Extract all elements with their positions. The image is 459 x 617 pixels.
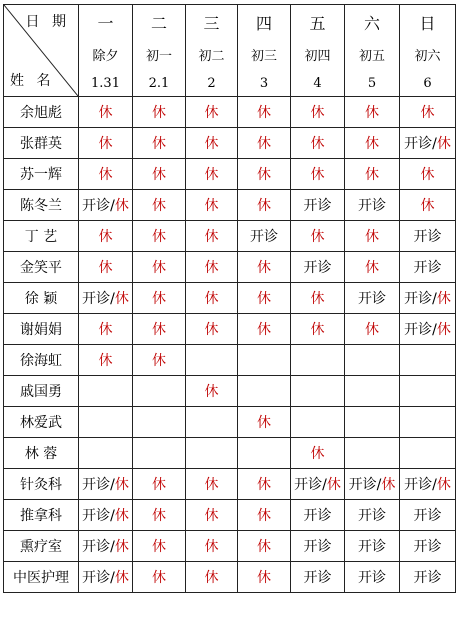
status-rest: 休 — [365, 136, 379, 152]
status-rest: 休 — [310, 446, 325, 462]
schedule-cell — [238, 376, 291, 407]
status-open: 开诊 — [404, 291, 433, 307]
status-open: 开诊 — [404, 322, 433, 338]
status-separator: / — [432, 322, 437, 338]
schedule-cell — [238, 159, 291, 190]
schedule-cell — [133, 221, 186, 252]
schedule-cell — [345, 221, 400, 252]
schedule-cell — [345, 562, 400, 593]
schedule-cell — [238, 345, 291, 376]
schedule-cell — [186, 376, 238, 407]
schedule-cell — [186, 407, 238, 438]
weekday-label: 四 — [255, 13, 272, 33]
status-separator: / — [432, 477, 437, 493]
staff-name-cell: 中医护理 — [4, 562, 79, 593]
name-header-label: 姓 名 — [10, 73, 55, 89]
status-open: 开诊 — [413, 570, 442, 586]
schedule-cell — [79, 376, 133, 407]
status-separator: / — [110, 291, 115, 307]
status-open: 开诊 — [358, 291, 386, 307]
status-rest: 休 — [204, 229, 219, 245]
schedule-cell — [79, 252, 133, 283]
schedule-cell — [238, 407, 291, 438]
schedule-cell — [186, 438, 238, 469]
status-open: 开诊 — [303, 260, 332, 276]
status-rest: 休 — [257, 136, 271, 152]
schedule-cell — [186, 500, 238, 531]
lunar-date-label: 初一 — [145, 49, 172, 64]
schedule-cell — [238, 500, 291, 531]
status-open: 开诊 — [358, 198, 386, 214]
schedule-cell — [133, 97, 186, 128]
schedule-cell — [291, 500, 345, 531]
status-open: 开诊 — [82, 508, 111, 524]
schedule-cell — [79, 159, 133, 190]
schedule-cell — [133, 190, 186, 221]
schedule-cell — [345, 314, 400, 345]
schedule-cell — [238, 128, 291, 159]
status-rest: 休 — [420, 167, 435, 183]
status-rest: 休 — [204, 384, 219, 400]
schedule-cell — [238, 438, 291, 469]
status-rest: 休 — [257, 415, 271, 431]
status-rest: 休 — [152, 570, 166, 586]
status-rest: 休 — [204, 508, 219, 524]
schedule-cell — [238, 562, 291, 593]
status-rest: 休 — [257, 105, 271, 121]
status-rest: 休 — [98, 105, 113, 121]
status-rest: 休 — [114, 291, 129, 307]
status-open: 开诊 — [82, 291, 111, 307]
corner-cell — [4, 5, 79, 97]
day-header-cell — [186, 5, 238, 97]
schedule-cell — [400, 407, 456, 438]
schedule-cell — [400, 190, 456, 221]
status-open: 开诊 — [250, 229, 278, 245]
schedule-cell — [79, 128, 133, 159]
table-row — [4, 190, 456, 221]
schedule-cell — [345, 376, 400, 407]
schedule-cell — [186, 562, 238, 593]
schedule-cell — [133, 469, 186, 500]
schedule-cell — [238, 221, 291, 252]
status-open: 开诊 — [358, 570, 386, 586]
schedule-cell — [186, 469, 238, 500]
table-row — [4, 221, 456, 252]
table-row — [4, 97, 456, 128]
schedule-cell — [400, 438, 456, 469]
table-row — [4, 283, 456, 314]
status-separator: / — [110, 508, 115, 524]
status-rest: 休 — [204, 570, 219, 586]
schedule-cell — [291, 345, 345, 376]
status-rest: 休 — [98, 229, 113, 245]
status-separator: / — [432, 291, 437, 307]
table-row — [4, 562, 456, 593]
header-row — [4, 5, 456, 97]
schedule-cell — [345, 159, 400, 190]
status-rest: 休 — [98, 322, 113, 338]
schedule-cell — [345, 128, 400, 159]
status-rest: 休 — [420, 198, 435, 214]
schedule-cell — [400, 97, 456, 128]
lunar-date-label: 除夕 — [92, 49, 119, 64]
schedule-cell — [186, 128, 238, 159]
status-separator: / — [322, 477, 327, 493]
schedule-cell — [133, 252, 186, 283]
schedule-cell — [345, 531, 400, 562]
status-open: 开诊 — [82, 198, 111, 214]
schedule-cell — [345, 407, 400, 438]
schedule-cell — [79, 407, 133, 438]
status-separator: / — [110, 198, 115, 214]
schedule-cell — [345, 283, 400, 314]
status-rest: 休 — [381, 477, 396, 493]
status-rest: 休 — [204, 291, 219, 307]
schedule-cell — [238, 314, 291, 345]
schedule-cell — [79, 438, 133, 469]
schedule-cell — [186, 531, 238, 562]
schedule-cell — [291, 438, 345, 469]
schedule-cell — [79, 562, 133, 593]
staff-name-cell: 徐 颖 — [4, 283, 79, 314]
schedule-cell — [133, 531, 186, 562]
schedule-cell — [238, 469, 291, 500]
staff-name-cell: 金笑平 — [4, 252, 79, 283]
schedule-cell — [238, 252, 291, 283]
schedule-cell — [291, 562, 345, 593]
schedule-cell — [186, 314, 238, 345]
status-rest: 休 — [257, 260, 271, 276]
schedule-cell — [345, 252, 400, 283]
schedule-cell — [291, 283, 345, 314]
status-rest: 休 — [436, 477, 451, 493]
table-row — [4, 314, 456, 345]
weekday-label: 六 — [363, 13, 380, 33]
weekday-label: 二 — [150, 13, 167, 33]
schedule-cell — [291, 221, 345, 252]
table-row — [4, 128, 456, 159]
staff-name-cell: 林爱武 — [4, 407, 79, 438]
schedule-cell — [133, 314, 186, 345]
schedule-cell — [345, 97, 400, 128]
schedule-cell — [345, 469, 400, 500]
schedule-cell — [238, 531, 291, 562]
schedule-cell — [79, 221, 133, 252]
status-rest: 休 — [310, 322, 325, 338]
status-rest: 休 — [152, 322, 166, 338]
status-rest: 休 — [257, 570, 271, 586]
date-number-label: 4 — [313, 75, 322, 91]
status-rest: 休 — [114, 477, 129, 493]
schedule-cell — [400, 345, 456, 376]
schedule-cell — [291, 128, 345, 159]
schedule-cell — [400, 376, 456, 407]
schedule-cell — [133, 500, 186, 531]
schedule-cell — [291, 531, 345, 562]
day-header-cell — [400, 5, 456, 97]
schedule-cell — [345, 190, 400, 221]
status-open: 开诊 — [358, 508, 386, 524]
weekday-label: 日 — [419, 13, 436, 33]
status-rest: 休 — [152, 477, 166, 493]
schedule-cell — [133, 438, 186, 469]
date-number-label: 6 — [423, 75, 432, 91]
schedule-cell — [79, 314, 133, 345]
status-rest: 休 — [114, 539, 129, 555]
schedule-cell — [133, 407, 186, 438]
schedule-cell — [79, 531, 133, 562]
status-rest: 休 — [152, 229, 166, 245]
status-rest: 休 — [365, 229, 379, 245]
lunar-date-label: 初四 — [304, 49, 331, 64]
status-rest: 休 — [310, 105, 325, 121]
schedule-cell — [291, 252, 345, 283]
day-header-cell — [345, 5, 400, 97]
status-rest: 休 — [152, 136, 166, 152]
status-open: 开诊 — [413, 229, 442, 245]
schedule-cell — [400, 531, 456, 562]
table-row — [4, 407, 456, 438]
status-open: 开诊 — [303, 539, 332, 555]
day-header-cell — [79, 5, 133, 97]
status-open: 开诊 — [294, 477, 323, 493]
status-rest: 休 — [310, 229, 325, 245]
schedule-cell — [79, 500, 133, 531]
schedule-cell — [291, 407, 345, 438]
staff-name-cell: 张群英 — [4, 128, 79, 159]
schedule-cell — [291, 97, 345, 128]
staff-name-cell: 推拿科 — [4, 500, 79, 531]
status-rest: 休 — [152, 291, 166, 307]
staff-name-cell: 余旭彪 — [4, 97, 79, 128]
date-number-label: 3 — [259, 75, 269, 91]
status-rest: 休 — [436, 291, 451, 307]
schedule-cell — [133, 283, 186, 314]
status-rest: 休 — [152, 508, 166, 524]
schedule-cell — [133, 159, 186, 190]
table-row — [4, 252, 456, 283]
schedule-cell — [79, 469, 133, 500]
table-row — [4, 159, 456, 190]
schedule-cell — [79, 190, 133, 221]
status-open: 开诊 — [413, 260, 442, 276]
schedule-cell — [133, 376, 186, 407]
status-rest: 休 — [310, 136, 325, 152]
staff-name-cell: 陈冬兰 — [4, 190, 79, 221]
schedule-cell — [79, 345, 133, 376]
status-rest: 休 — [257, 508, 271, 524]
schedule-cell — [291, 159, 345, 190]
status-open: 开诊 — [348, 477, 377, 493]
staff-name-cell: 针灸科 — [4, 469, 79, 500]
status-rest: 休 — [204, 260, 219, 276]
schedule-cell — [186, 159, 238, 190]
status-rest: 休 — [152, 105, 166, 121]
schedule-cell — [238, 190, 291, 221]
status-rest: 休 — [365, 322, 379, 338]
date-header-label: 日 期 — [25, 14, 70, 30]
schedule-cell — [133, 562, 186, 593]
status-rest: 休 — [114, 570, 129, 586]
status-rest: 休 — [152, 539, 166, 555]
status-open: 开诊 — [82, 570, 111, 586]
staff-name-cell: 戚国勇 — [4, 376, 79, 407]
status-rest: 休 — [365, 260, 379, 276]
schedule-cell — [186, 283, 238, 314]
table-row — [4, 376, 456, 407]
status-rest: 休 — [98, 353, 113, 369]
status-rest: 休 — [365, 167, 379, 183]
status-rest: 休 — [204, 136, 219, 152]
status-rest: 休 — [152, 167, 166, 183]
status-separator: / — [376, 477, 382, 493]
schedule-cell — [291, 469, 345, 500]
schedule-cell — [133, 345, 186, 376]
schedule-cell — [400, 159, 456, 190]
schedule-cell — [186, 97, 238, 128]
schedule-cell — [238, 97, 291, 128]
status-rest: 休 — [98, 167, 113, 183]
schedule-cell — [186, 345, 238, 376]
status-rest: 休 — [204, 105, 219, 121]
status-open: 开诊 — [82, 477, 111, 493]
weekday-label: 五 — [309, 13, 326, 33]
lunar-date-label: 初六 — [414, 49, 441, 64]
schedule-cell — [133, 128, 186, 159]
status-separator: / — [110, 539, 115, 555]
status-rest: 休 — [204, 477, 219, 493]
schedule-cell — [238, 283, 291, 314]
schedule-cell — [291, 314, 345, 345]
schedule-cell — [291, 376, 345, 407]
staff-name-cell: 林 蓉 — [4, 438, 79, 469]
day-header-cell — [238, 5, 291, 97]
date-number-label: 1.31 — [91, 75, 120, 91]
status-open: 开诊 — [303, 198, 332, 214]
status-rest: 休 — [98, 136, 113, 152]
status-open: 开诊 — [358, 539, 386, 555]
status-rest: 休 — [204, 322, 219, 338]
status-rest: 休 — [152, 260, 166, 276]
schedule-cell — [400, 283, 456, 314]
status-rest: 休 — [257, 167, 271, 183]
weekday-label: 三 — [203, 13, 220, 33]
status-open: 开诊 — [413, 508, 442, 524]
status-rest: 休 — [98, 260, 113, 276]
lunar-date-label: 初五 — [358, 49, 385, 64]
status-rest: 休 — [310, 167, 325, 183]
schedule-cell — [186, 190, 238, 221]
status-open: 开诊 — [413, 539, 442, 555]
staff-name-cell: 谢娟娟 — [4, 314, 79, 345]
status-open: 开诊 — [303, 570, 332, 586]
status-rest: 休 — [152, 198, 166, 214]
status-rest: 休 — [204, 198, 219, 214]
schedule-cell — [186, 221, 238, 252]
schedule-cell — [79, 97, 133, 128]
status-open: 开诊 — [82, 539, 111, 555]
status-rest: 休 — [365, 105, 379, 121]
staff-name-cell: 苏一辉 — [4, 159, 79, 190]
schedule-cell — [400, 314, 456, 345]
status-rest: 休 — [114, 198, 129, 214]
status-open: 开诊 — [303, 508, 332, 524]
schedule-cell — [345, 500, 400, 531]
status-rest: 休 — [257, 291, 271, 307]
status-separator: / — [110, 477, 115, 493]
staff-name-cell: 熏疗室 — [4, 531, 79, 562]
staff-name-cell: 丁 艺 — [4, 221, 79, 252]
status-open: 开诊 — [404, 477, 433, 493]
status-rest: 休 — [310, 291, 325, 307]
table-row — [4, 345, 456, 376]
schedule-cell — [79, 283, 133, 314]
status-rest: 休 — [257, 322, 271, 338]
schedule-cell — [345, 345, 400, 376]
status-rest: 休 — [436, 136, 451, 152]
lunar-date-label: 初三 — [250, 49, 277, 64]
status-rest: 休 — [326, 477, 341, 493]
schedule-cell — [345, 438, 400, 469]
day-header-cell — [291, 5, 345, 97]
holiday-schedule-table — [3, 4, 456, 593]
status-rest: 休 — [152, 353, 166, 369]
status-separator: / — [110, 570, 115, 586]
status-rest: 休 — [257, 477, 271, 493]
date-number-label: 5 — [367, 75, 377, 91]
date-number-label: 2 — [207, 75, 216, 91]
weekday-label: 一 — [97, 13, 114, 33]
table-row — [4, 500, 456, 531]
status-rest: 休 — [436, 322, 451, 338]
status-rest: 休 — [420, 105, 435, 121]
status-rest: 休 — [204, 539, 219, 555]
schedule-cell — [400, 500, 456, 531]
schedule-cell — [186, 252, 238, 283]
date-number-label: 2.1 — [148, 75, 170, 91]
table-row — [4, 469, 456, 500]
schedule-cell — [400, 469, 456, 500]
day-header-cell — [133, 5, 186, 97]
status-rest: 休 — [204, 167, 219, 183]
status-rest: 休 — [114, 508, 129, 524]
schedule-cell — [291, 190, 345, 221]
schedule-cell — [400, 128, 456, 159]
schedule-cell — [400, 252, 456, 283]
schedule-cell — [400, 221, 456, 252]
table-row — [4, 531, 456, 562]
status-open: 开诊 — [404, 136, 433, 152]
status-rest: 休 — [257, 198, 271, 214]
lunar-date-label: 初二 — [198, 49, 225, 64]
table-row — [4, 438, 456, 469]
schedule-cell — [400, 562, 456, 593]
status-rest: 休 — [257, 539, 271, 555]
staff-name-cell: 徐海虹 — [4, 345, 79, 376]
status-separator: / — [432, 136, 437, 152]
